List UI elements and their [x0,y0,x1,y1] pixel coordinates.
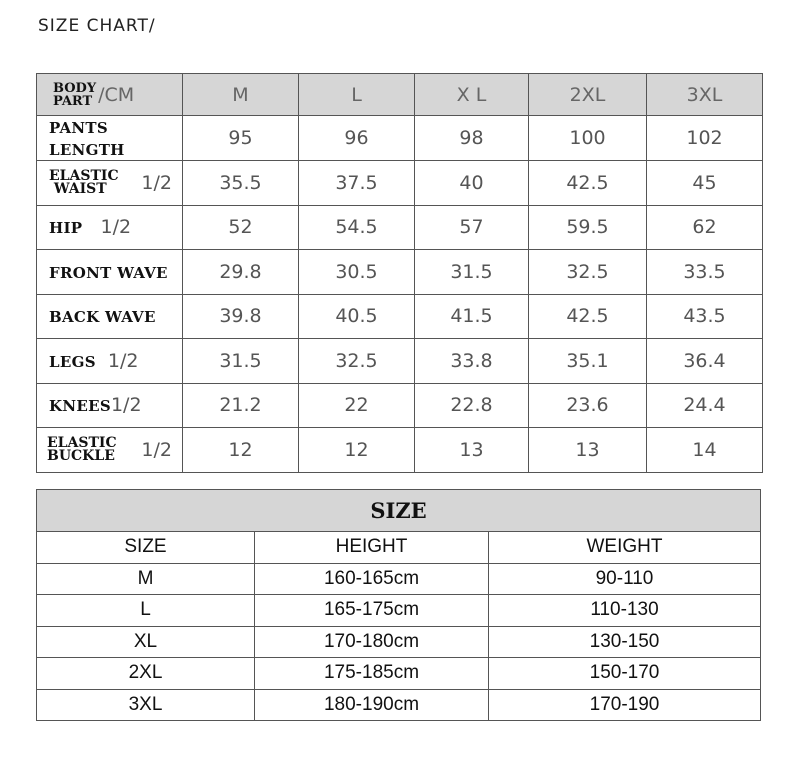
column-header-size: SIZE [37,532,255,564]
table-row [37,595,761,627]
column-header-height: HEIGHT [255,532,489,564]
table-row [37,658,761,690]
table-row [37,626,761,658]
table-cell: 36.4 [647,339,763,384]
row-label-front-wave: FRONT WAVE [37,250,183,295]
size-header-3xl: 3XL [647,74,763,116]
size-header-l: L [299,74,415,116]
table-cell: 12 [183,428,299,473]
body-part-label: BODY PART [53,80,97,109]
row-label-elastic-buckle: ELASTIC BUCKLE 1/2 [37,428,183,473]
size-guide-heading-row [37,490,761,532]
table-cell: 96 [299,116,415,161]
table-cell: 33.5 [647,250,763,295]
table-cell: 22 [299,383,415,428]
page-title: SIZE CHART/ [38,16,156,36]
table-cell: 24.4 [647,383,763,428]
table-cell: 39.8 [183,294,299,339]
table-cell: 170-180cm [255,626,489,658]
table-cell: 57 [415,205,529,250]
table-cell: 13 [415,428,529,473]
table-cell: 54.5 [299,205,415,250]
table-cell: 98 [415,116,529,161]
table-row [37,428,763,473]
table-cell: XL [37,626,255,658]
table-cell: 31.5 [415,250,529,295]
table-cell: 95 [183,116,299,161]
table-cell: L [37,595,255,627]
table-cell: 12 [299,428,415,473]
size-guide-heading: SIZE [37,490,761,532]
table-cell: 30.5 [299,250,415,295]
table-row [37,161,763,206]
body-part-header [37,74,183,116]
table-row [37,205,763,250]
table-cell: 40 [415,161,529,206]
table-cell: 14 [647,428,763,473]
table-cell: 165-175cm [255,595,489,627]
table-cell: 100 [529,116,647,161]
column-header-weight: WEIGHT [489,532,761,564]
row-label-elastic-waist: ELASTIC WAIST 1/2 [37,161,183,206]
table-cell: 37.5 [299,161,415,206]
table-cell: 150-170 [489,658,761,690]
size-header-m: M [183,74,299,116]
table-cell: 59.5 [529,205,647,250]
row-label-knees: KNEES1/2 [37,383,183,428]
table-cell: 21.2 [183,383,299,428]
table-cell: 43.5 [647,294,763,339]
table-cell: 13 [529,428,647,473]
table-cell: 62 [647,205,763,250]
table-cell: 22.8 [415,383,529,428]
table-cell: 2XL [37,658,255,690]
table-cell: 41.5 [415,294,529,339]
table-cell: 175-185cm [255,658,489,690]
table-cell: 102 [647,116,763,161]
size-guide-table [36,489,761,721]
table-cell: 23.6 [529,383,647,428]
table-cell: 32.5 [529,250,647,295]
table-cell: 160-165cm [255,563,489,595]
size-guide-column-row [37,532,761,564]
table-cell: 170-190 [489,689,761,721]
table-row [37,689,761,721]
table-cell: 52 [183,205,299,250]
table-row [37,116,763,161]
table-cell: 3XL [37,689,255,721]
table-cell: M [37,563,255,595]
table-cell: 110-130 [489,595,761,627]
table-cell: 29.8 [183,250,299,295]
table-cell: 35.5 [183,161,299,206]
table-row [37,294,763,339]
row-label-legs: LEGS 1/2 [37,339,183,384]
table-cell: 90-110 [489,563,761,595]
table-row [37,563,761,595]
table-cell: 130-150 [489,626,761,658]
measurement-table [36,73,763,473]
table-cell: 32.5 [299,339,415,384]
table-row [37,250,763,295]
unit-label: /CM [98,83,135,106]
table-cell: 42.5 [529,294,647,339]
table-row [37,383,763,428]
table-cell: 180-190cm [255,689,489,721]
table-cell: 45 [647,161,763,206]
row-label-hip: HIP 1/2 [37,205,183,250]
table-cell: 40.5 [299,294,415,339]
row-label-pants-length: PANTS LENGTH [37,116,183,161]
size-header-2xl: 2XL [529,74,647,116]
row-label-back-wave: BACK WAVE [37,294,183,339]
table-cell: 42.5 [529,161,647,206]
measurement-header-row [37,74,763,116]
size-header-xl: X L [415,74,529,116]
table-cell: 33.8 [415,339,529,384]
table-cell: 31.5 [183,339,299,384]
table-row [37,339,763,384]
table-cell: 35.1 [529,339,647,384]
